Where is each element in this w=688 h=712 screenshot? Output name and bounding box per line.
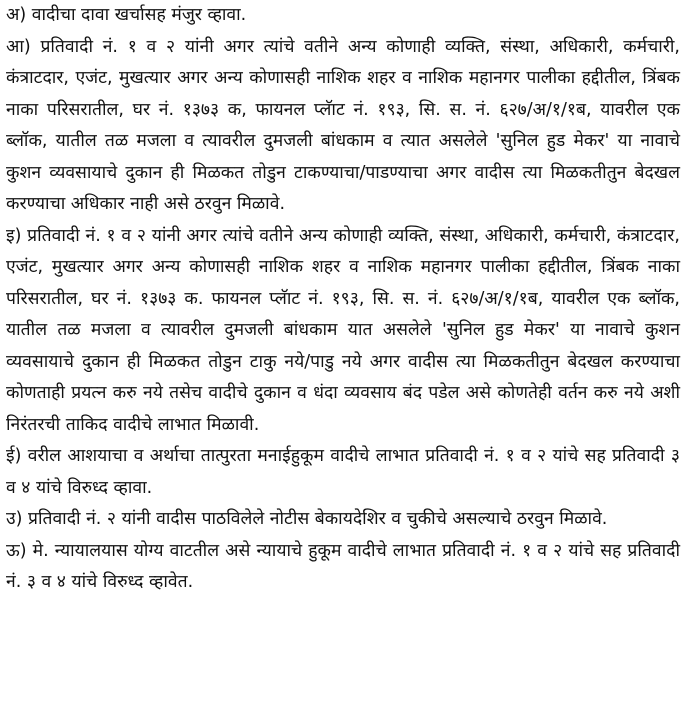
paragraph-uu: ऊ) मे. न्यायालयास योग्य वाटतील असे न्यायाचे हुकूम वादीचे लाभात प्रतिवादी नं. १ व २ यांचे सह प्रतिवादी नं. ३ व ४ यांचे विरुध्द व्हावेत. xyxy=(6,540,680,592)
paragraph-aa: आ) प्रतिवादी नं. १ व २ यांनी अगर त्यांचे वतीने अन्य कोणाही व्यक्ति, संस्था, अधिकारी, कर्मचारी, कंत्राटदार, एजंट, मुखत्यार अगर अन्य कोणासही नाशिक शहर व नाशिक महानगर पालीका हद्दीतील, त्रिंबक नाका परिसरातील, घर नं. १३७३ क, फायनल प्लॅाट नं. १९३, सि. स. नं. ६२७/अ/१/१ब, यावरील एक ब्लॉक, यातील तळ मजला व त्यावरील दुमजली बांधकाम व त्यात असलेले 'सुनिल हुड मेकर' या नावाचे कुशन व्यवसायाचे दुकान ही मिळकत तोडुन टाकण्याचा/पाडण्याचा अगर वादीस त्या मिळकतीतुन बेदखल करण्याचा अधिकार नाही असे ठरवुन मिळावे. xyxy=(6,36,680,214)
paragraph-a: अ) वादीचा दावा खर्चासह मंजुर व्हावा. xyxy=(6,5,247,25)
paragraph-u: उ) प्रतिवादी नं. २ यांनी वादीस पाठविलेले नोटीस बेकायदेशिर व चुकीचे असल्याचे ठरवुन मिळावे. xyxy=(6,509,608,529)
paragraph-i: इ) प्रतिवादी नं. १ व २ यांनी अगर त्यांचे वतीने अन्य कोणाही व्यक्ति, संस्था, अधिकारी, कर्मचारी, कंत्राटदार, एजंट, मुखत्यार अगर अन्य कोणासही नाशिक शहर व नाशिक महानगर पालीका हद्दीतील, त्रिंबक नाका परिसरातील, घर नं. १३७३ क. फायनल प्लॅाट नं. १९३, सि. स. नं. ६२७/अ/१/१ब, यावरील एक ब्लॉक, यातील तळ मजला व त्यावरील दुमजली बांधकाम यात असलेले 'सुनिल हुड मेकर' या नावाचे कुशन व्यवसायाचे दुकान ही मिळकत तोडुन टाकु नये/पाडु नये अगर वादीस त्या मिळकतीतुन बेदखल करण्याचा कोणताही प्रयत्न करु नये तसेच वादीचे दुकान व धंदा व्यवसाय बंद पडेल असे कोणतेही वर्तन करु नये अशी निरंतरची ताकिद वादीचे लाभात मिळावी. xyxy=(6,225,680,435)
paragraph-ii: ई) वरील आशयाचा व अर्थाचा तात्पुरता मनाईहुकूम वादीचे लाभात प्रतिवादी नं. १ व २ यांचे सह प्रतिवादी ३ व ४ यांचे विरुध्द व्हावा. xyxy=(6,446,680,498)
